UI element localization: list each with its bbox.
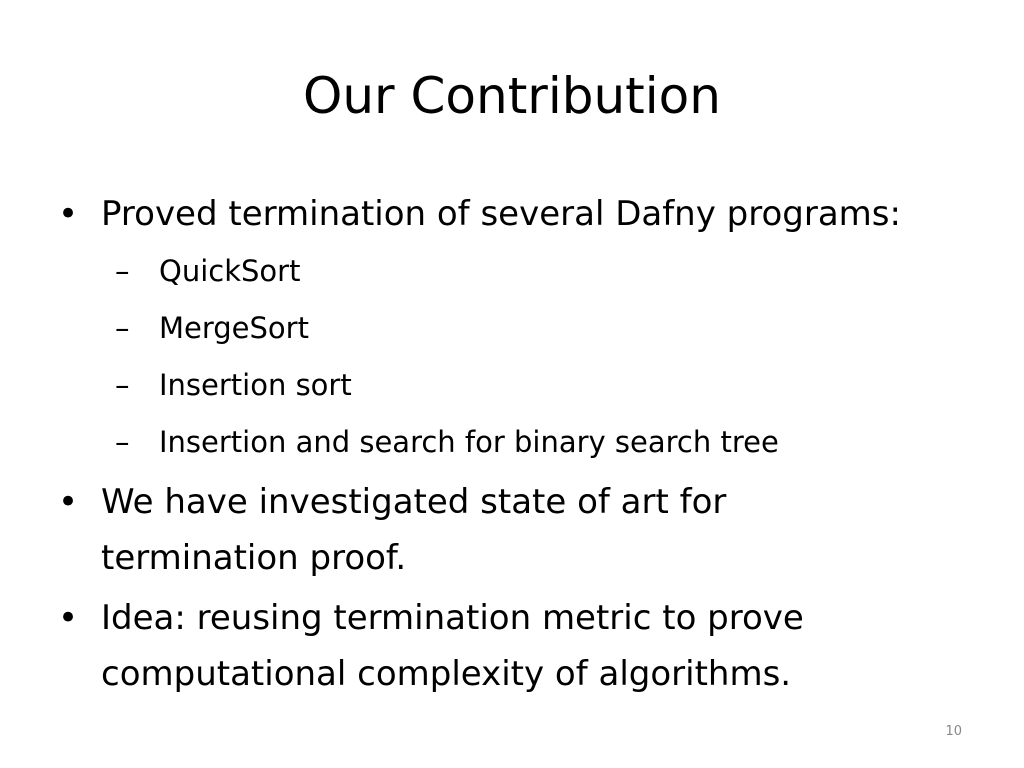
sub-bullet-text: MergeSort: [159, 311, 309, 345]
dash-icon: –: [115, 368, 130, 402]
slide-body: [58, 186, 918, 706]
sub-bullet-text: Insertion sort: [159, 368, 352, 402]
bullet-text: We have investigated state of art for termination proof.: [101, 482, 727, 578]
bullet-icon: •: [58, 598, 79, 638]
slide-title: Our Contribution: [303, 67, 721, 125]
bullet-text: Proved termination of several Dafny programs:: [101, 194, 901, 234]
sub-bullet-item: [115, 360, 918, 410]
bullet-icon: •: [58, 194, 79, 234]
bullet-item: [58, 590, 918, 702]
page-number: 10: [945, 724, 962, 739]
bullet-icon: •: [58, 482, 79, 522]
dash-icon: –: [115, 425, 130, 459]
sub-bullet-text: QuickSort: [159, 254, 301, 288]
sub-bullet-text: Insertion and search for binary search tree: [159, 425, 779, 459]
dash-icon: –: [115, 311, 130, 345]
dash-icon: –: [115, 254, 130, 288]
sub-bullet-item: [115, 246, 918, 296]
sub-bullet-item: [115, 417, 918, 467]
sub-bullet-item: [115, 303, 918, 353]
bullet-text: Idea: reusing termination metric to prove computational complexity of algorithms.: [101, 598, 804, 694]
bullet-item: [58, 474, 918, 586]
sub-bullet-list: [101, 246, 918, 467]
bullet-item: [58, 186, 918, 467]
